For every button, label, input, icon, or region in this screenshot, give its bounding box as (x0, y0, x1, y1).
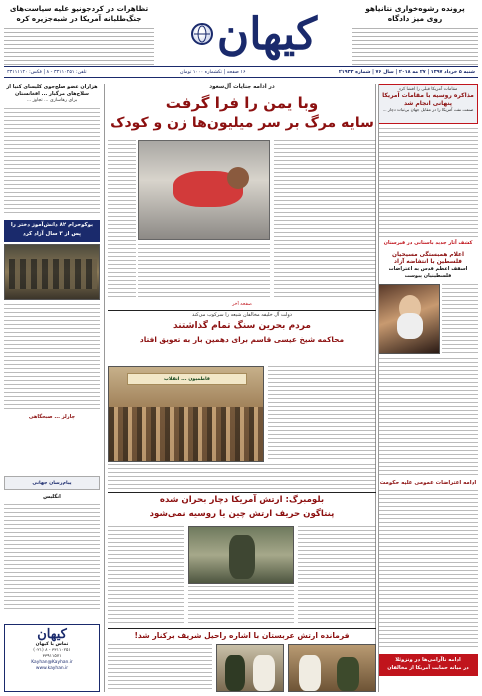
bahrain-banner (127, 373, 247, 385)
masthead-left-headline (4, 4, 154, 24)
issue-contact: تلفن: ۳۳۱۱۰۲۵۱ - ۸ | فکس: ۳۳۱۱۱۱۲۰ (7, 69, 87, 75)
contact-email[interactable]: Kayhan@Kayhan.ir (31, 660, 73, 665)
nakba-sub: اسقف اعظم قدس به اعتراضات فلسطینیان پیوست (388, 266, 468, 279)
lead-photo-child (138, 140, 270, 240)
issue-price: ۱۶ صفحه | تکشماره ۱۰۰۰ تومان (179, 69, 246, 75)
masthead-right-headline (352, 4, 478, 24)
lead-text-left (108, 140, 136, 300)
right-box-sub: صنعت نفت آمریکا را در مقابل جهان بی‌ثبات دچار ... (382, 107, 474, 113)
contact-phone-1: ۳۳۱۱۰۲۵۱ - ۸ (۰۲۱) (33, 648, 71, 653)
right-headline-line-2: روی میز دادگاه (387, 14, 443, 23)
left-title-block (4, 84, 100, 105)
bloomberg-text-right (298, 526, 376, 626)
right-text-beside-photo (442, 284, 478, 354)
left-headline-line-2: جنگ‌طلبانه آمریکا در شبه‌جزیره کره (16, 14, 142, 23)
right-text-3 (378, 490, 478, 650)
lead-sub-label: صفحه آخر (232, 302, 252, 307)
right-teaser-text (352, 28, 478, 66)
divider-1 (108, 310, 376, 311)
lead-headline-2: سایه مرگ بر سر میلیون‌ها زن و کودک (110, 115, 374, 131)
boko-haram-box (4, 220, 100, 242)
right-box-title: مذاکره روسیه با مقامات آمریکا پنهانی انجام شد (382, 92, 474, 107)
left-column-rule (104, 84, 105, 692)
soldier-photo (188, 526, 294, 584)
boko-title-2: پس از ۳ سال آزاد کرد (22, 231, 82, 237)
left-title-3: برای رهاسازی ... تجاوز ... (26, 98, 78, 103)
contacts-title: تماس با کیهان (35, 642, 69, 647)
bloomberg-headline-1: بلومبرگ: ارتش آمریکا دچار بحران شده (159, 495, 325, 505)
bahrain-headline-2: محاکمه شیخ عیسی قاسم برای دهمین بار به تعویق افتاد (139, 335, 345, 344)
nakba-title: اعلام همبستگی مسیحیان فلسطین با انتفاضه آزاد (392, 252, 464, 266)
right-text-1 (378, 128, 478, 238)
venezuela-red-box (378, 654, 478, 676)
left-text-3 (4, 504, 100, 612)
lead-text-right (274, 140, 376, 300)
right-column (378, 84, 478, 692)
left-text-2 (4, 304, 100, 412)
venezuela-line-1: ادامه ناآرامی‌ها در ونزوئلا (395, 657, 461, 663)
left-teaser-text (4, 28, 154, 66)
right-quote-title: کشف آثار جدید باستانی در قبرستان (383, 240, 473, 246)
newspaper-logo (168, 6, 340, 62)
bloomberg-text-left (108, 526, 184, 626)
issue-date: شنبه ۵ خرداد ۱۳۹۷ | ۲۷ مه ۲۰۱۸ | سال ۷۶ | شماره ۲۱۹۴۳ (338, 69, 475, 75)
left-column (4, 84, 100, 692)
venezuela-line-2: در میانه حمایت آمریکا از مخالفان (387, 665, 469, 671)
logo-text: کیهان (216, 8, 318, 60)
priest-beard (397, 313, 423, 339)
lead-text-under-photo (138, 244, 270, 300)
right-box (378, 84, 478, 124)
boko-title-1: بوکوحرام ۸۲ دانش‌آموز دختر را (10, 222, 94, 228)
masthead (0, 0, 482, 82)
left-mid-title: چارلز ... صبحگاهی (28, 414, 76, 420)
center-area (108, 84, 376, 692)
right-text-2 (378, 358, 478, 478)
bahrain-crowd-photo (108, 366, 264, 462)
right-box-kicker: مقامات آمریکا قبلی را افشا کرد (398, 87, 458, 92)
left-section-title: انگلیس (43, 494, 61, 500)
bloomberg-text-mid (188, 586, 294, 626)
left-title-2: سلاح‌های مرگبار ... افغانستان (15, 91, 89, 97)
generals-photo-left (216, 644, 284, 692)
lead-headline-1: وبا یمن را فرا گرفت (165, 94, 319, 112)
contact-web[interactable]: www.kayhan.ir (35, 666, 69, 671)
bahrain-kicker: دولت آل خلیفه مخالفان شیعه را سرکوب می‌کند (192, 312, 292, 318)
bahrain-text (268, 366, 376, 462)
contact-box (4, 624, 100, 692)
left-text-1 (4, 108, 100, 216)
pakistan-headline: فرمانده ارتش عربستان با اشاره راحیل شریف برکنار شد! (134, 631, 350, 640)
globe-icon (191, 23, 213, 45)
divider-3 (108, 628, 376, 629)
center-right-rule (378, 84, 379, 692)
contact-phone-2: ۳۳۹۱۱۵۷۱ (42, 654, 62, 659)
footer-logo: کیهان (37, 627, 67, 642)
left-headline-line-1: تظاهرات در کردجونیو علیه سیاست‌های (9, 4, 149, 13)
date-bar (4, 66, 478, 78)
bahrain-headline-1: مردم بحرین سنگ تمام گذاشتند (173, 321, 311, 331)
divider-2 (108, 492, 376, 493)
left-small-label: پیام‌رسان جهانی (32, 480, 72, 486)
child-head (227, 167, 249, 189)
priest-photo (378, 284, 440, 354)
right-headline-line-1: پرونده رشوه‌خواری نتانیاهو (365, 4, 465, 13)
bloomberg-headline-2: پنتاگون حریف ارتش چین یا روسیه نمی‌شود (149, 509, 335, 519)
generals-photo-right (288, 644, 376, 692)
bahrain-text-2 (108, 464, 376, 490)
right-lower-title: ادامه اعتراضات عمومی علیه حکومت (379, 480, 477, 486)
girls-group-photo (4, 244, 100, 300)
lead-kicker: در ادامه جنایات آل‌سعود (209, 84, 275, 90)
bahrain-banner-text: فاطمیون ... انقلاب (164, 376, 210, 382)
pakistan-text (108, 644, 212, 692)
left-title-1: هزاران عضو صلح‌جوی کلیسای کنیا از (6, 84, 98, 90)
left-small-box (4, 476, 100, 490)
